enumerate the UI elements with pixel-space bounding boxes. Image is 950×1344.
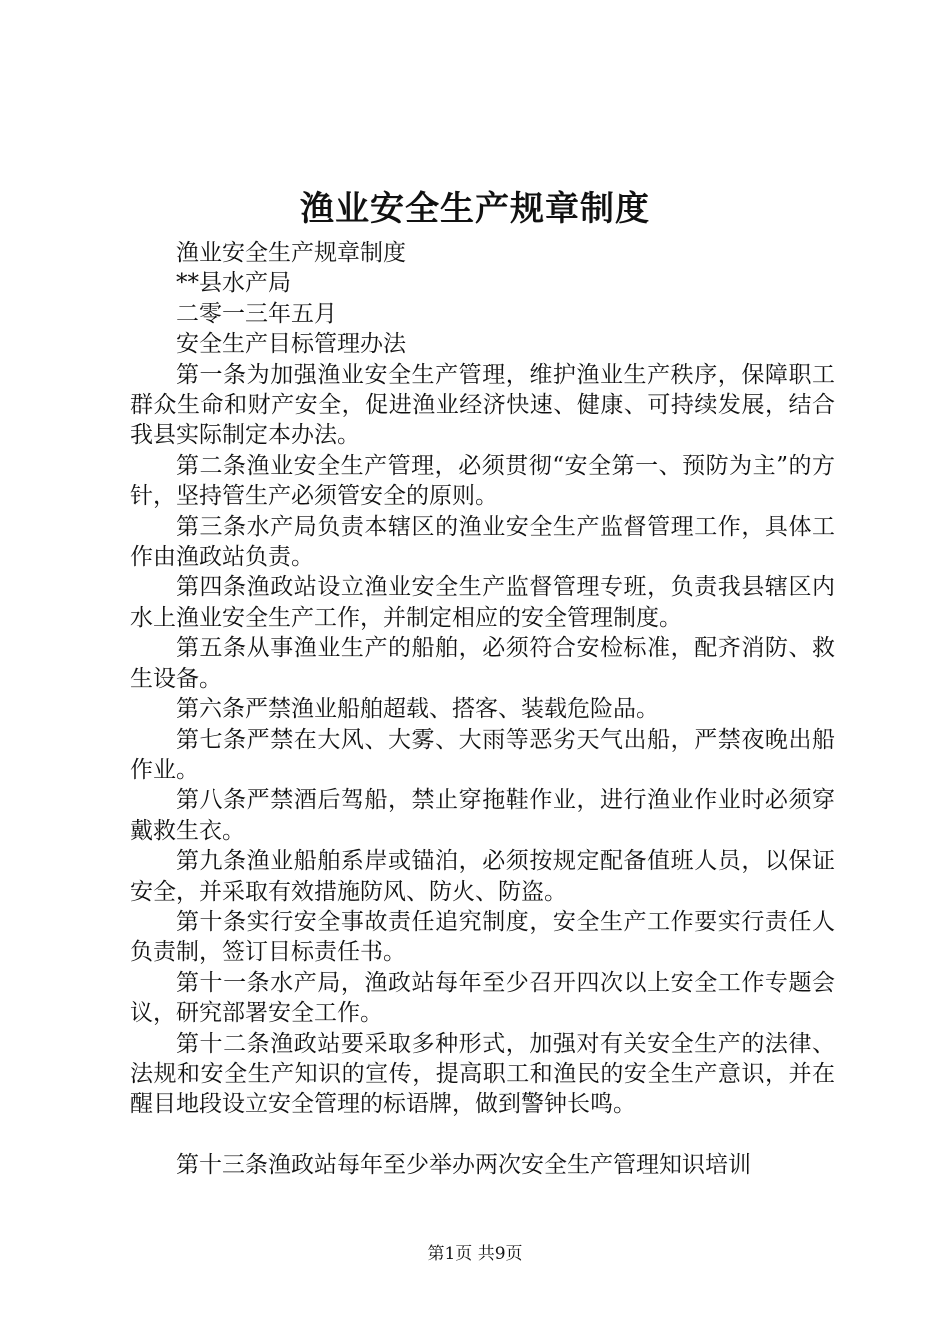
article-5: 第五条从事渔业生产的船舶，必须符合安检标准，配齐消防、救生设备。 (130, 635, 835, 692)
article-2: 第二条渔业安全生产管理，必须贯彻“安全第一、预防为主”的方针，坚持管生产必须管安全的原则。 (130, 452, 835, 510)
document-title: 渔业安全生产规章制度 (300, 189, 650, 229)
document-body (130, 238, 835, 1180)
paragraph-issuer: **县水产局 (176, 270, 291, 297)
article-1: 第一条为加强渔业安全生产管理，维护渔业生产秩序，保障职工群众生命和财产安全，促进渔业经济快速、健康、可持续发展，结合我县实际制定本办法。 (130, 361, 835, 449)
article-9: 第九条渔业船舶系岸或锚泊，必须按规定配备值班人员，以保证安全，并采取有效措施防风、防火、防盗。 (130, 848, 835, 905)
article-13: 第十三条渔政站每年至少举办两次安全生产管理知识培训 (176, 1151, 751, 1178)
article-12: 第十二条渔政站要采取多种形式，加强对有关安全生产的法律、法规和安全生产知识的宣传，提高职工和渔民的安全生产意识，并在醒目地段设立安全管理的标语牌，做到警钟长鸣。 (130, 1030, 835, 1118)
article-6: 第六条严禁渔业船舶超载、搭客、装载危险品。 (176, 696, 659, 723)
article-3: 第三条水产局负责本辖区的渔业安全生产监督管理工作，具体工作由渔政站负责。 (130, 513, 835, 571)
paragraph-subtitle: 渔业安全生产规章制度 (176, 240, 406, 266)
paragraph-section-heading: 安全生产目标管理办法 (176, 331, 406, 358)
article-11: 第十一条水产局，渔政站每年至少召开四次以上安全工作专题会议，研究部署安全工作。 (130, 969, 835, 1027)
page-indicator: 第1页 共9页 (427, 1244, 523, 1264)
article-4: 第四条渔政站设立渔业安全生产监督管理专班，负责我县辖区内水上渔业安全生产工作，并制定相应的安全管理制度。 (130, 574, 835, 631)
article-10: 第十条实行安全事故责任追究制度，安全生产工作要实行责任人负责制，签订目标责任书。 (130, 908, 835, 966)
paragraph-date: 二零一三年五月 (176, 300, 337, 327)
article-7: 第七条严禁在大风、大雾、大雨等恶劣天气出船，严禁夜晚出船作业。 (130, 726, 835, 783)
article-8: 第八条严禁酒后驾船，禁止穿拖鞋作业，进行渔业作业时必须穿戴救生衣。 (130, 787, 835, 844)
